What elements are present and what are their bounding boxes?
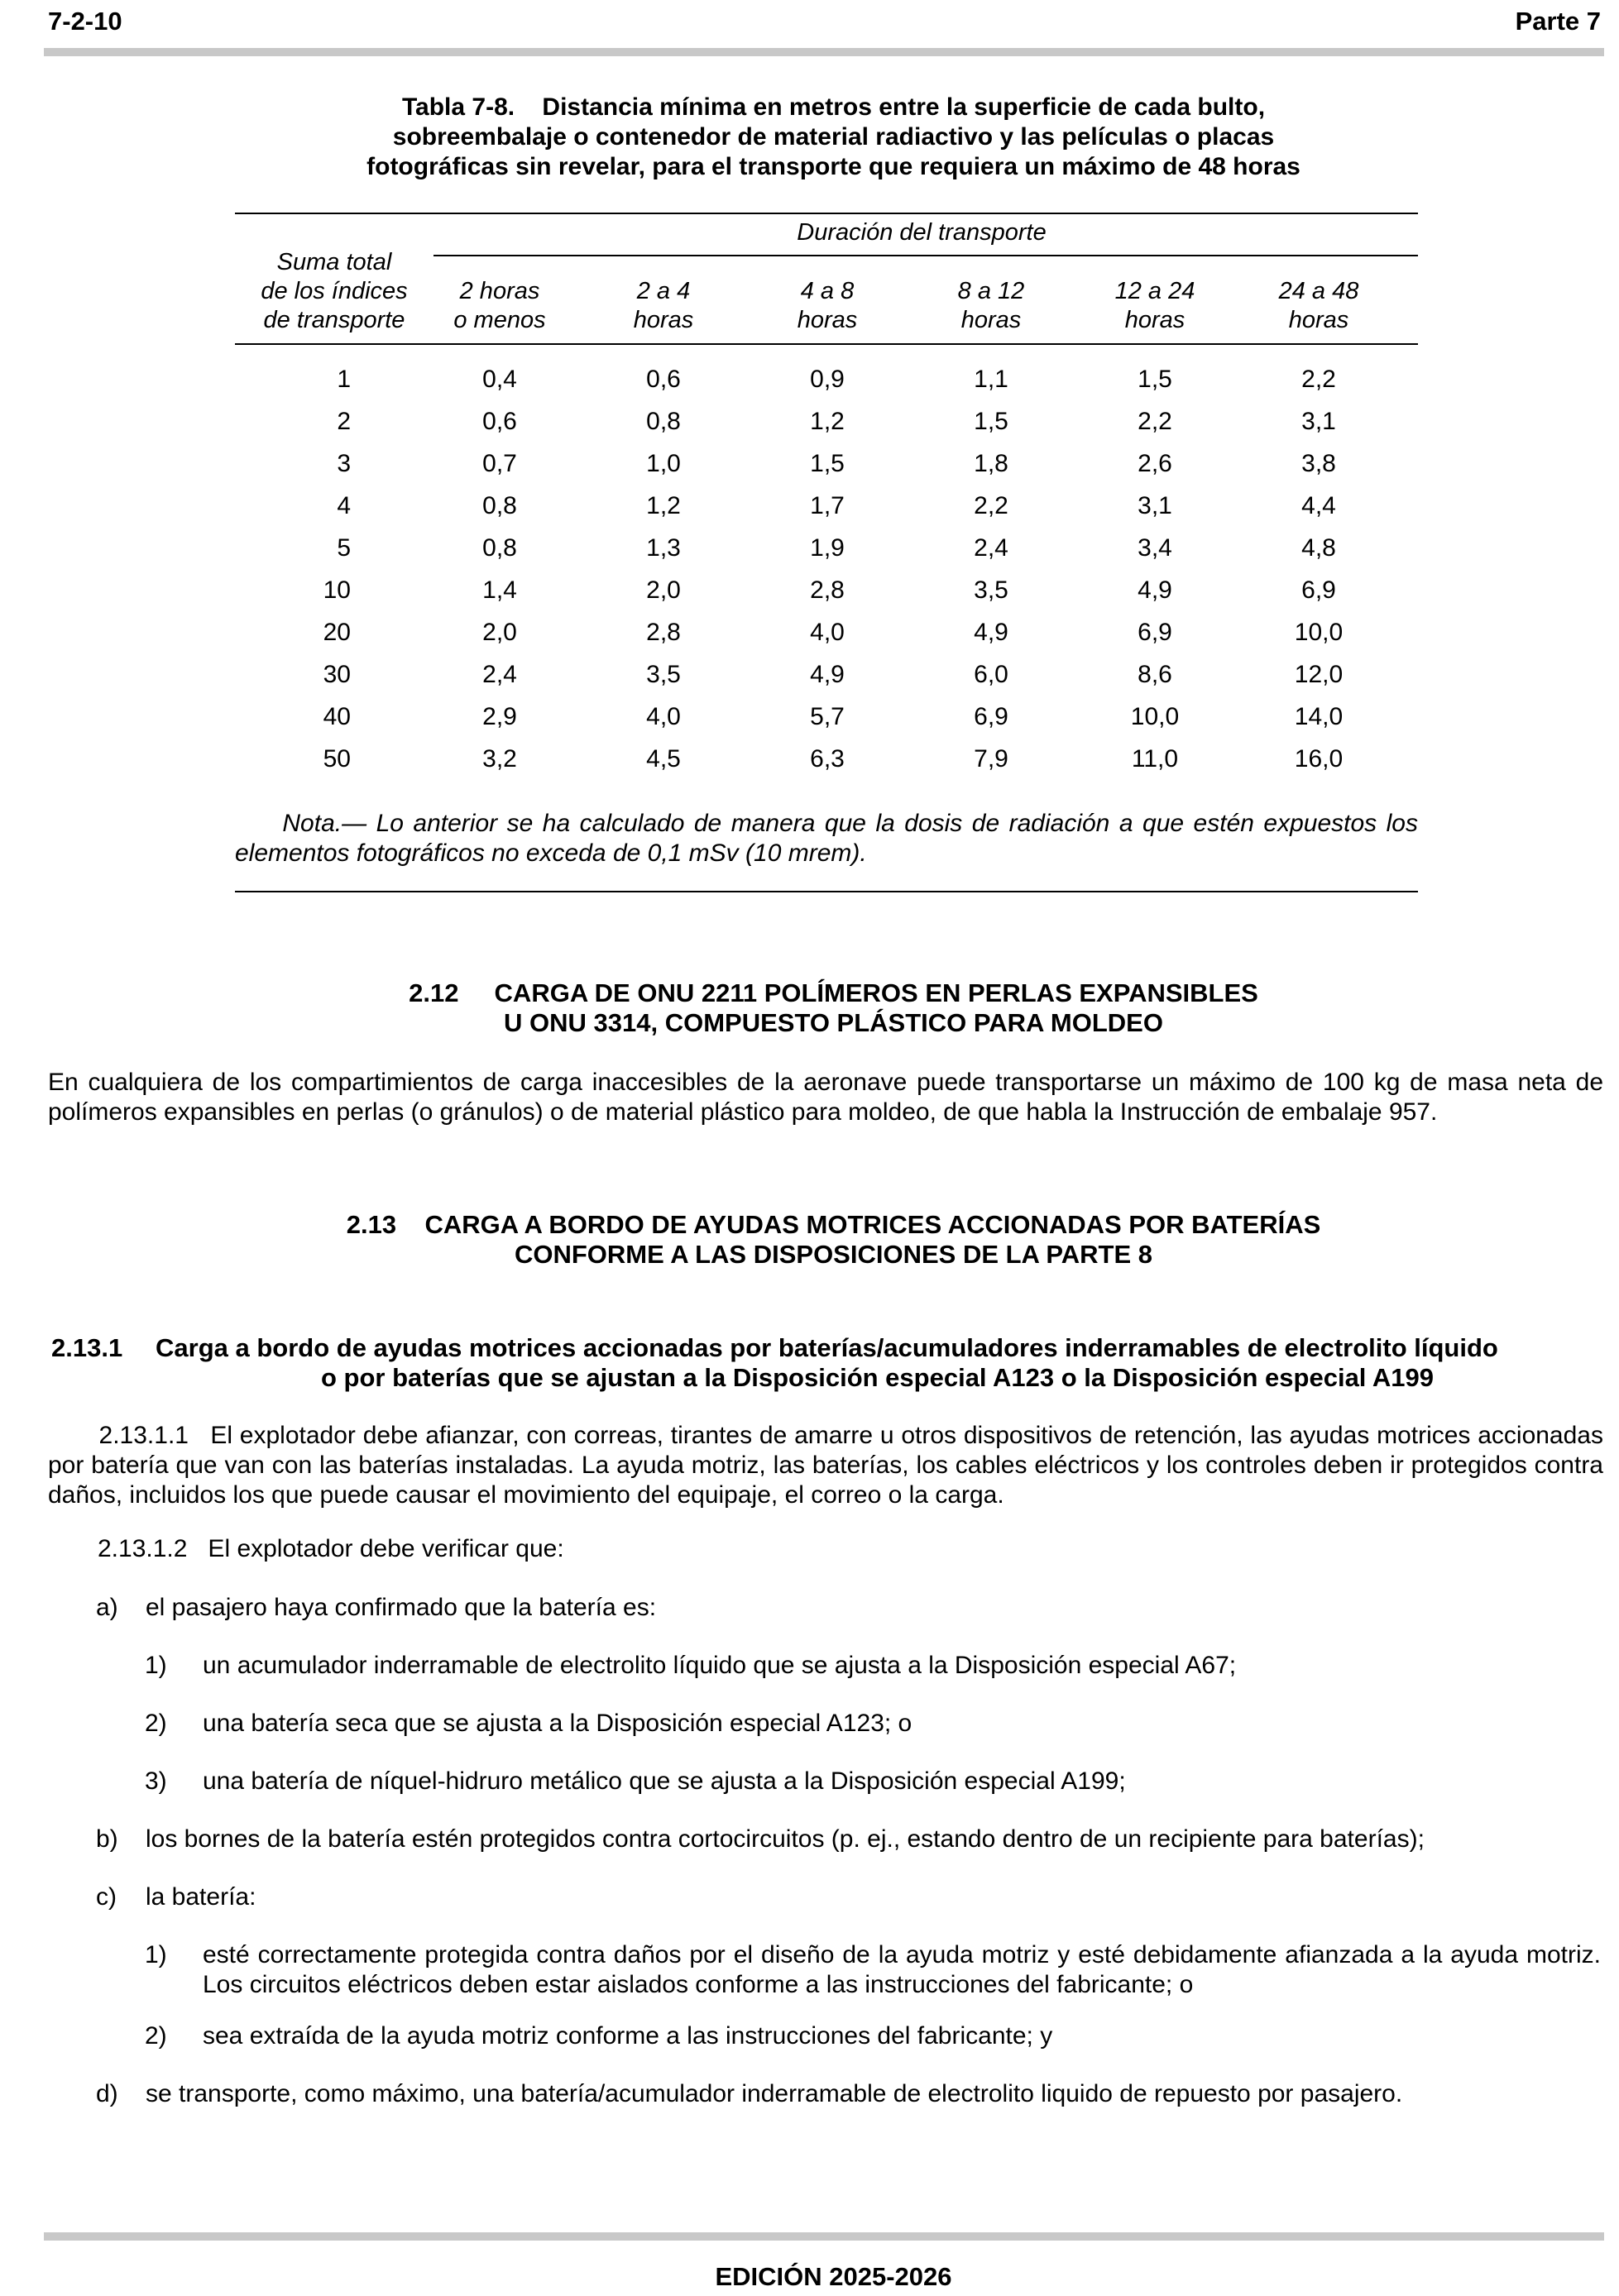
transport-index-cell: 20: [323, 619, 351, 646]
transport-index-cell: 5: [337, 534, 351, 562]
paragraph-2-13-1-2: 2.13.1.2 El explotador debe verificar que:: [98, 1535, 564, 1562]
column-header-line: 24 a 48: [1278, 278, 1359, 304]
distance-cell: 4,9: [974, 619, 1008, 646]
distance-cell: 2,2: [1301, 366, 1336, 393]
table-title-line: sobreembalaje o contenedor de material radiactivo y las películas o placas: [392, 123, 1275, 151]
distance-cell: 2,8: [810, 576, 845, 604]
distance-cell: 6,3: [810, 745, 845, 773]
row-header-line: Suma total: [276, 249, 392, 275]
distance-cell: 6,9: [1138, 619, 1172, 646]
distance-cell: 1,8: [974, 450, 1008, 477]
distance-cell: 4,0: [810, 619, 845, 646]
distance-cell: 0,8: [482, 492, 517, 519]
column-header: [1089, 277, 1221, 335]
distance-cell: 6,9: [1301, 576, 1336, 604]
distance-cell: 0,9: [810, 366, 845, 393]
table-row: [235, 745, 1418, 787]
section-title-line: 2.13 CARGA A BORDO DE AYUDAS MOTRICES ACCIONADAS POR BATERÍAS: [346, 1210, 1321, 1239]
distance-cell: 11,0: [1131, 745, 1179, 773]
list-item-text: el pasajero haya confirmado que la batería es:: [146, 1594, 657, 1621]
column-header-line: 2 a 4: [636, 278, 691, 304]
distance-cell: 4,9: [810, 661, 845, 688]
distance-cell: 14,0: [1294, 703, 1344, 730]
column-header: [761, 277, 893, 335]
list-item-label: 2): [145, 1710, 167, 1737]
transport-index-cell: 4: [337, 492, 351, 519]
distance-cell: 2,2: [974, 492, 1008, 519]
distance-cell: 7,9: [974, 745, 1008, 773]
distance-cell: 0,8: [482, 534, 517, 562]
table-note: Nota.— Lo anterior se ha calculado de manera que la dosis de radiación a que estén expuestos los elementos fotográficos no exceda de 0,1 mSv (10 mrem).: [235, 810, 1418, 867]
list-item-text: un acumulador inderramable de electrolito líquido que se ajusta a la Disposición especial A67;: [203, 1652, 1237, 1679]
table-title-line: Tabla 7-8. Distancia mínima en metros entre la superficie de cada bulto,: [401, 93, 1266, 121]
column-header: [925, 277, 1057, 335]
list-item-label: c): [96, 1883, 117, 1911]
list-item-text: la batería:: [146, 1883, 256, 1911]
column-header-line: 2 horas: [459, 278, 540, 304]
transport-index-cell: 40: [323, 703, 351, 730]
distance-cell: 3,4: [1138, 534, 1172, 562]
distance-cell: 2,4: [974, 534, 1008, 562]
group-header: Duración del transporte: [797, 219, 1047, 246]
part-label: Parte 7: [1515, 7, 1601, 36]
distance-cell: 6,9: [974, 703, 1008, 730]
distance-cell: 4,4: [1301, 492, 1336, 519]
column-header-line: horas: [633, 307, 694, 333]
table-row: [235, 661, 1418, 702]
section-2-12-title: [0, 978, 1619, 1038]
column-header-line: 8 a 12: [957, 278, 1025, 304]
distance-cell: 1,4: [482, 576, 517, 604]
column-header: [433, 277, 566, 335]
distance-cell: 2,0: [646, 576, 681, 604]
list-item-text: sea extraída de la ayuda motriz conforme a las instrucciones del fabricante; y: [203, 2022, 1053, 2050]
distance-cell: 2,8: [646, 619, 681, 646]
distance-cell: 4,8: [1301, 534, 1336, 562]
transport-index-cell: 1: [337, 366, 351, 393]
section-title-line: CONFORME A LAS DISPOSICIONES DE LA PARTE 8: [514, 1240, 1153, 1269]
distance-cell: 0,6: [482, 408, 517, 435]
footer-rule: [44, 2232, 1604, 2241]
distance-cell: 2,6: [1138, 450, 1172, 477]
distance-cell: 10,0: [1130, 703, 1180, 730]
list-item-label: 1): [145, 1652, 167, 1679]
distance-cell: 5,7: [810, 703, 845, 730]
list-item-label: b): [96, 1825, 118, 1853]
distance-cell: 12,0: [1294, 661, 1344, 688]
paragraph-2-13-1-1: 2.13.1.1 El explotador debe afianzar, con correas, tirantes de amarre u otros dispositivos de retención, las ayudas motrices accionadas por batería que van con las baterías instaladas. La ayuda motriz, las baterías, los cables eléctricos y los controles deben ir protegidos contra daños, incluidos los que puede causar el movimiento del equipaje, el correo o la carga.: [48, 1422, 1603, 1509]
subsection-number: 2.13.1: [51, 1333, 123, 1362]
distance-cell: 1,2: [810, 408, 845, 435]
table-row: [235, 619, 1418, 660]
distance-cell: 1,5: [974, 408, 1008, 435]
list-item-text: una batería seca que se ajusta a la Disposición especial A123; o: [203, 1710, 912, 1737]
column-header-line: 4 a 8: [800, 278, 855, 304]
distance-cell: 4,0: [646, 703, 681, 730]
section-title-line: 2.12 CARGA DE ONU 2211 POLÍMEROS EN PERLAS EXPANSIBLES: [409, 978, 1258, 1007]
table-title-line: fotográficas sin revelar, para el transporte que requiera un máximo de 48 horas: [366, 153, 1300, 180]
list-item-label: a): [96, 1594, 118, 1621]
list-item-text: una batería de níquel-hidruro metálico que se ajusta a la Disposición especial A199;: [203, 1767, 1126, 1795]
transport-index-cell: 2: [337, 408, 351, 435]
distance-cell: 0,6: [646, 366, 681, 393]
section-title-line: U ONU 3314, COMPUESTO PLÁSTICO PARA MOLDEO: [504, 1008, 1163, 1037]
distance-cell: 1,2: [646, 492, 681, 519]
column-header: [1253, 277, 1385, 335]
distance-cell: 1,5: [810, 450, 845, 477]
distance-cell: 6,0: [974, 661, 1008, 688]
distance-cell: 16,0: [1294, 745, 1344, 773]
list-item-label: 2): [145, 2022, 167, 2050]
section-2-12-body: En cualquiera de los compartimientos de carga inaccesibles de la aeronave puede transportarse un máximo de 100 kg de masa neta de polímeros expansibles en perlas (o gránulos) o de material plástico para moldeo, de que habla la Instrucción de embalaje 957.: [48, 1069, 1603, 1126]
transport-index-cell: 30: [323, 661, 351, 688]
column-header: [597, 277, 730, 335]
distance-cell: 3,8: [1301, 450, 1336, 477]
distance-cell: 0,4: [482, 366, 517, 393]
table-header-rule: [235, 343, 1418, 345]
distance-cell: 1,7: [810, 492, 845, 519]
table-row: [235, 366, 1418, 407]
column-header-line: horas: [1124, 307, 1186, 333]
row-header-line: de los índices: [261, 278, 408, 304]
group-header-rule: [433, 255, 1418, 256]
distance-cell: 2,9: [482, 703, 517, 730]
column-header-line: horas: [1288, 307, 1349, 333]
distance-cell: 1,9: [810, 534, 845, 562]
distance-cell: 3,5: [974, 576, 1008, 604]
distance-cell: 0,7: [482, 450, 517, 477]
row-header: [235, 248, 433, 335]
transport-index-cell: 10: [323, 576, 351, 604]
transport-index-cell: 3: [337, 450, 351, 477]
list-item-text: se transporte, como máximo, una batería/acumulador inderramable de electrolito liquido de repuesto por pasajero.: [146, 2080, 1403, 2107]
distance-cell: 4,9: [1138, 576, 1172, 604]
column-header-line: horas: [797, 307, 858, 333]
row-header-line: de transporte: [263, 307, 405, 333]
distance-cell: 1,3: [646, 534, 681, 562]
distance-cell: 10,0: [1294, 619, 1344, 646]
page-number: 7-2-10: [48, 7, 122, 36]
note-rule: [235, 891, 1418, 892]
table-title: [0, 93, 1619, 182]
distance-cell: 4,5: [646, 745, 681, 773]
edition-footer: EDICIÓN 2025-2026: [715, 2262, 952, 2291]
table-row: [235, 703, 1418, 744]
distance-cell: 3,5: [646, 661, 681, 688]
list-item-label: 1): [145, 1941, 167, 1968]
transport-index-cell: 50: [323, 745, 351, 773]
table-top-rule: [235, 213, 1418, 214]
column-header-line: horas: [960, 307, 1022, 333]
distance-cell: 0,8: [646, 408, 681, 435]
distance-cell: 1,5: [1138, 366, 1172, 393]
list-item-text: esté correctamente protegida contra daños por el diseño de la ayuda motriz y esté debidamente afianzada a la ayuda motriz. Los circuitos eléctricos deben estar aislados conforme a las instrucciones del fabricante; o: [203, 1941, 1601, 1998]
table-row: [235, 492, 1418, 533]
distance-cell: 1,0: [646, 450, 681, 477]
table-row: [235, 534, 1418, 576]
distance-cell: 2,2: [1138, 408, 1172, 435]
column-header-line: 12 a 24: [1114, 278, 1195, 304]
distance-cell: 2,0: [482, 619, 517, 646]
distance-cell: 2,4: [482, 661, 517, 688]
subsection-title-line: o por baterías que se ajustan a la Disposición especial A123 o la Disposición especial A199: [320, 1363, 1434, 1392]
table-row: [235, 408, 1418, 449]
column-header-line: o menos: [453, 307, 546, 333]
distance-cell: 3,2: [482, 745, 517, 773]
distance-cell: 8,6: [1138, 661, 1172, 688]
list-item-label: 3): [145, 1767, 167, 1795]
table-row: [235, 450, 1418, 491]
distance-table: [235, 213, 1418, 792]
distance-cell: 3,1: [1301, 408, 1336, 435]
list-item-text: los bornes de la batería estén protegidos contra cortocircuitos (p. ej., estando dentro de un recipiente para baterías);: [146, 1825, 1425, 1853]
table-row: [235, 576, 1418, 618]
header-rule: [44, 48, 1604, 56]
distance-cell: 1,1: [974, 366, 1008, 393]
list-item-label: d): [96, 2080, 118, 2107]
subsection-title-line: Carga a bordo de ayudas motrices accionadas por baterías/acumuladores inderramables de electrolito líquido: [156, 1333, 1498, 1362]
distance-cell: 3,1: [1138, 492, 1172, 519]
section-2-13-title: [0, 1210, 1619, 1270]
